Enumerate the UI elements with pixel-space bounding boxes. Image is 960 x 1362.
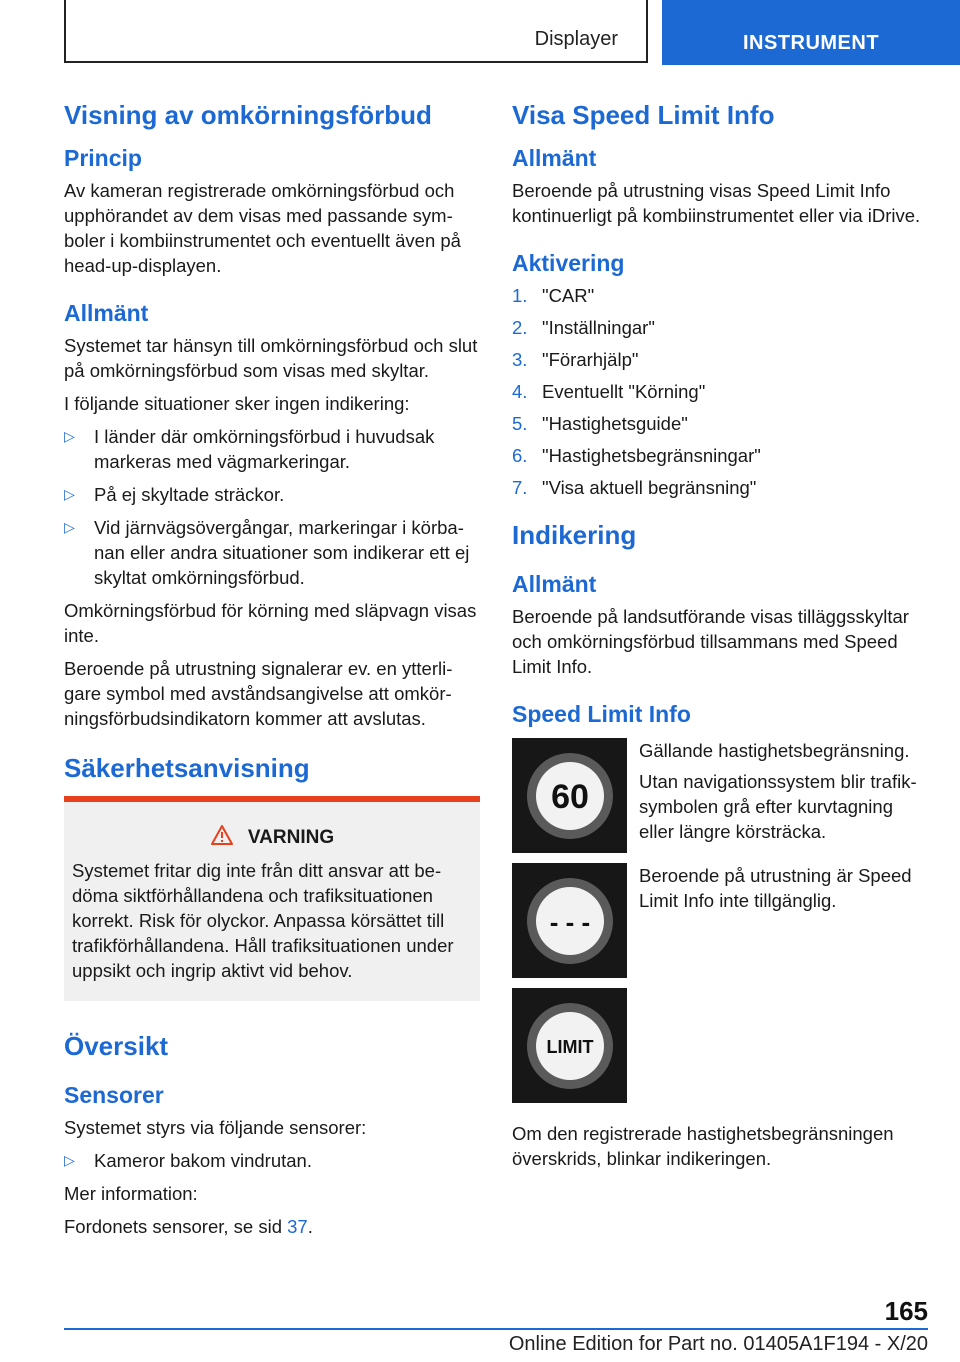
header-chapter-tab[interactable]: INSTRUMENT bbox=[662, 0, 960, 65]
sensor-reference: Fordonets sensorer, se sid 37. bbox=[64, 1216, 313, 1237]
availability-note: Beroende på utrustning är Speed Limit Info inte tillgänglig. bbox=[639, 865, 912, 911]
subheading-sensorer: Sensorer bbox=[64, 1082, 164, 1108]
svg-text:- - -: - - - bbox=[549, 906, 590, 937]
list-item: 2. "Inställningar" bbox=[512, 317, 655, 338]
warning-triangle-icon bbox=[210, 824, 234, 852]
svg-text:LIMIT: LIMIT bbox=[546, 1036, 593, 1057]
no-indication-list bbox=[64, 424, 480, 590]
section-title: Visning av omkörningsförbud bbox=[64, 100, 432, 130]
subheading-allmant-indikering: Allmänt bbox=[512, 571, 597, 597]
list-item: 5. "Hastighetsguide" bbox=[512, 413, 688, 434]
list-item: ▷ Vid järnvägsövergångar, markeringar i körbanan eller andra situationer som indikerar ett ej skyltat omkörningsförbud. bbox=[64, 517, 470, 588]
speed-limit-60-sign-icon bbox=[512, 738, 627, 853]
triangle-bullet-icon: ▷ bbox=[64, 428, 75, 444]
subheading-princip: Princip bbox=[64, 145, 142, 171]
indication-text: Beroende på landsutförande visas tilläggsskyltar och omkörningsförbud tillsammans med Speed Limit Info. bbox=[512, 606, 909, 677]
footer-edition: Online Edition for Part no. 01405A1F194 - X/20 bbox=[508, 1333, 928, 1355]
triangle-bullet-icon: ▷ bbox=[64, 1152, 75, 1168]
indication-heading: Indikering bbox=[512, 520, 637, 550]
allmant-p1: Systemet tar hänsyn till omkörningsförbud och slut på omkörningsförbud som visas med skyltar. bbox=[64, 335, 478, 381]
left-column bbox=[64, 100, 480, 1247]
list-item: 7. "Visa aktuell begränsning" bbox=[512, 477, 757, 498]
blinking-note: Om den registrerade hastighetsbegränsningen överskrids, blinkar indikeringen. bbox=[512, 1123, 894, 1169]
list-item: ▷ På ej skyltade sträckor. bbox=[64, 484, 285, 505]
svg-text:60: 60 bbox=[550, 777, 589, 816]
subheading-allmant-right: Allmänt bbox=[512, 145, 597, 171]
princip-text: Av kameran registrerade omkörningsförbud och upphörandet av dem visas med passande symboler i kombiinstrumentet och eventuellt även på head-up-displayen. bbox=[64, 180, 461, 276]
current-limit-text: Gällande hastighetsbegränsning. bbox=[639, 740, 910, 761]
speed-limit-info-general: Beroende på utrustning visas Speed Limit Info kontinuerligt på kombiinstrumentet eller via iDrive. bbox=[512, 180, 921, 226]
speed-limit-row-1 bbox=[512, 738, 928, 853]
triangle-bullet-icon: ▷ bbox=[64, 519, 75, 535]
navigation-note: Utan navigationssystem blir trafiksymbolen grå efter kurvtagning eller längre körsträcka. bbox=[639, 771, 917, 842]
overview-heading: Översikt bbox=[64, 1031, 169, 1061]
list-item: 4. Eventuellt "Körning" bbox=[512, 381, 706, 402]
limit-sign-icon bbox=[512, 988, 627, 1103]
warning-box bbox=[64, 796, 480, 1001]
activation-steps bbox=[512, 283, 928, 500]
allmant-p2: I följande situationer sker ingen indikering: bbox=[64, 393, 410, 414]
subheading-allmant: Allmänt bbox=[64, 300, 149, 326]
page-number: 165 bbox=[884, 1296, 928, 1326]
speed-limit-row-2 bbox=[512, 863, 928, 978]
page-reference-link[interactable]: 37 bbox=[287, 1216, 308, 1237]
speed-limit-unavailable-sign-icon bbox=[512, 863, 627, 978]
list-item: 3. "Förarhjälp" bbox=[512, 349, 639, 370]
list-item: 6. "Hastighetsbegränsningar" bbox=[512, 445, 761, 466]
list-item: 1. "CAR" bbox=[512, 285, 595, 306]
subheading-speed-limit-info: Speed Limit Info bbox=[512, 701, 691, 727]
footer-rule bbox=[64, 1328, 928, 1330]
speed-limit-row-3 bbox=[512, 988, 928, 1103]
subheading-aktivering: Aktivering bbox=[512, 250, 625, 276]
warning-text: Systemet fritar dig inte från ditt ansvar att bedöma siktförhållandena och trafiksituationen korrekt. Risk för olyckor. Anpassa körsättet till trafikförhållandena. Håll trafiksituationen under uppsikt och ingrip aktivt vid behov. bbox=[72, 860, 454, 981]
safety-heading: Säkerhetsanvisning bbox=[64, 753, 310, 783]
warning-label: VARNING bbox=[247, 827, 335, 848]
list-item: ▷ I länder där omkörningsförbud i huvudsak markeras med vägmarkeringar. bbox=[64, 426, 435, 472]
right-column bbox=[512, 100, 928, 1179]
header-section: Displayer bbox=[534, 28, 618, 50]
section-title-right: Visa Speed Limit Info bbox=[512, 100, 775, 130]
header-frame bbox=[64, 0, 648, 63]
allmant-p4: Beroende på utrustning signalerar ev. en ytterligare symbol med avståndsangivelse att omkörningsförbudsindikatorn kommer att avslutas. bbox=[64, 658, 453, 729]
sensors-text: Systemet styrs via följande sensorer: bbox=[64, 1117, 367, 1138]
allmant-p3: Omkörningsförbud för körning med släpvagn visas inte. bbox=[64, 600, 477, 646]
list-item: ▷ Kameror bakom vindrutan. bbox=[64, 1150, 312, 1171]
sensor-list bbox=[64, 1148, 480, 1173]
triangle-bullet-icon: ▷ bbox=[64, 486, 75, 502]
more-info-label: Mer information: bbox=[64, 1183, 198, 1204]
